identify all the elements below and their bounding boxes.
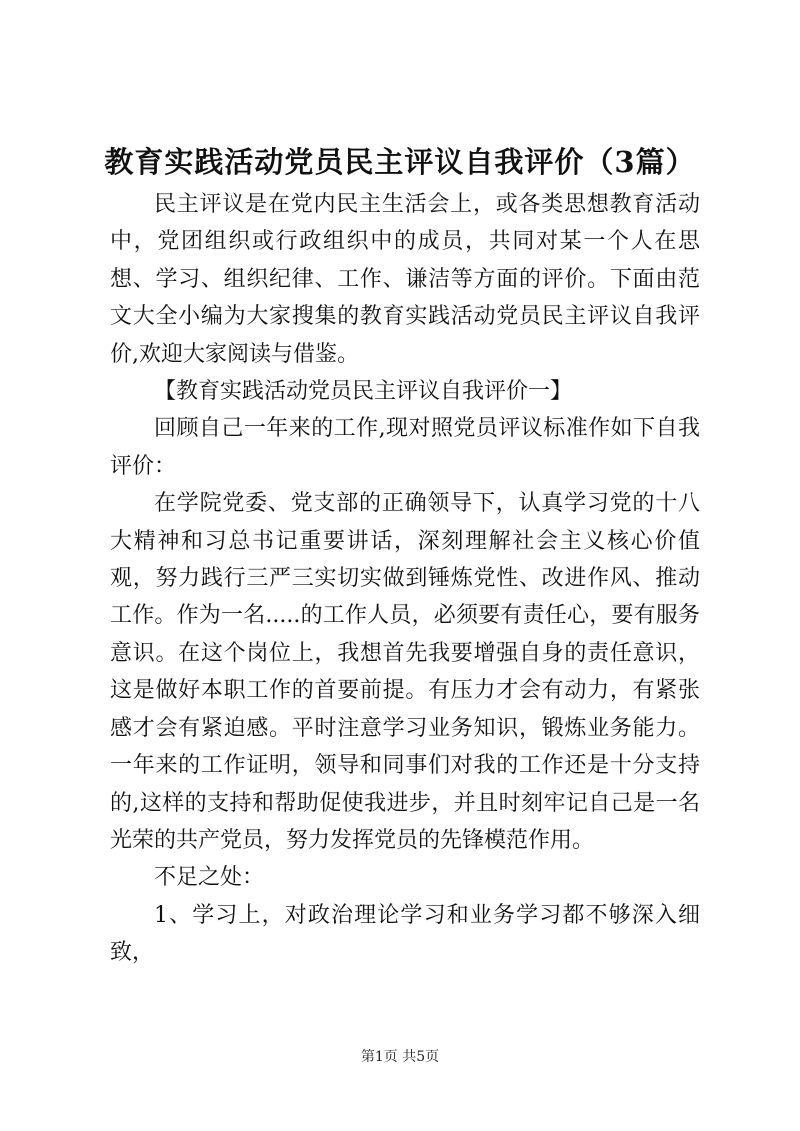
shortcomings-heading: 不足之处： [154, 865, 265, 891]
document-title: 教育实践活动党员民主评议自我评价（3篇） [104, 145, 696, 179]
review-intro-paragraph: 回顾自己一年来的工作,现对照党员评议标准作如下自我评价： [110, 416, 700, 479]
work-summary-paragraph: 在学院党委、党支部的正确领导下，认真学习党的十八大精神和习总书记重要讲话，深刻理解社会主义核心价值观，努力践行三严三实切实做到锤炼党性、改进作风、推动工作。作为一名.....的工作人员，必须要有责任心，要有服务意识。在这个岗位上，我想首先我要增强自身的责任意识，这是做好本职工作的首要前提。有压力才会有动力，有紧张感才会有紧迫感。平时注意学习业务知识，锻炼业务能力。一年来的工作证明，领导和同事们对我的工作还是十分支持的,这样的支持和帮助促使我进步，并且时刻牢记自己是一名光荣的共产党员，努力发挥党员的先锋模范作用。 [110, 491, 700, 853]
intro-paragraph: 民主评议是在党内民主生活会上，或各类思想教育活动中，党团组织或行政组织中的成员，共同对某一个人在思想、学习、组织纪律、工作、谦洁等方面的评价。下面由范文大全小编为大家搜集的教育实践活动党员民主评议自我评价,欢迎大家阅读与借鉴。 [110, 192, 700, 367]
section-heading: 【教育实践活动党员民主评议自我评价一】 [154, 379, 573, 405]
document-body [110, 186, 700, 972]
shortcoming-item-1: 1、学习上，对政治理论学习和业务学习都不够深入细致， [110, 902, 700, 966]
page-footer: 第1页 共5页 [360, 1049, 440, 1065]
